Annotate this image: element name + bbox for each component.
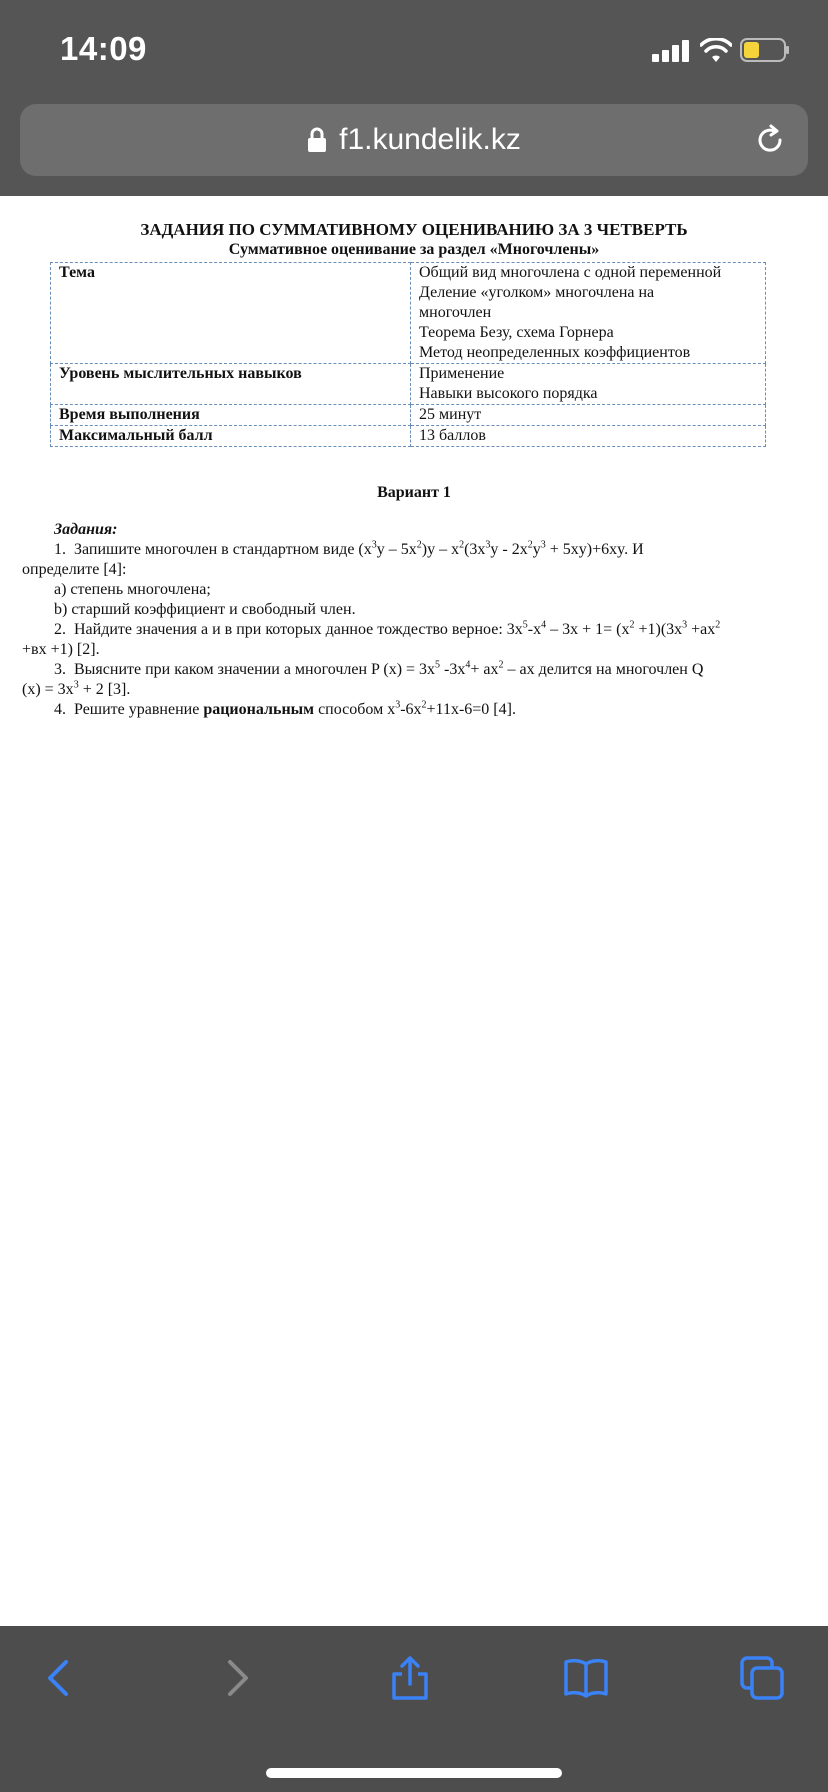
task-1-a: a) степень многочлена;	[54, 581, 211, 598]
table-value-line: Деление «уголком» многочлена на	[419, 284, 655, 301]
bookmarks-icon[interactable]	[562, 1654, 610, 1702]
signal-icon	[652, 40, 690, 62]
task-2: 2. Найдите значения а и в при которых данное тождество верное: $3x^5-x^4 - 3x + 1= (x^2 +1)(3x^3 +ax^2$	[54, 619, 721, 638]
status-time: 14:09	[60, 30, 147, 67]
lock-icon	[307, 127, 327, 153]
task-3: 3. Выясните при каком значении а многочлен P $(x) = 3x^5$ $-3x^4+ ax^2$ – ax делится на многочлен Q	[54, 659, 704, 678]
task-4: 4. Решите уравнение рациональным способом $x^3-6x^2+11x-6=0$ [4].	[54, 699, 516, 718]
battery-icon	[740, 38, 790, 62]
table-value-line: Метод неопределенных коэффициентов	[419, 344, 691, 361]
share-icon[interactable]	[386, 1654, 434, 1702]
table-value-line: Общий вид многочлена с одной переменной	[419, 264, 722, 281]
forward-icon[interactable]	[212, 1654, 260, 1702]
table-label: Максимальный балл	[51, 426, 411, 447]
document-subtitle: Суммативное оценивание за раздел «Многочлены»	[228, 241, 600, 258]
back-icon[interactable]	[36, 1654, 84, 1702]
info-table	[50, 262, 766, 447]
browser-chrome	[0, 0, 828, 196]
address-bar[interactable]	[20, 104, 808, 176]
table-value: 25 минут	[411, 405, 766, 426]
home-indicator	[266, 1768, 562, 1778]
table-value-line: многочлен	[419, 304, 492, 321]
tasks-section	[22, 520, 802, 720]
table-row	[51, 405, 766, 426]
variant-heading: Вариант 1	[377, 484, 451, 501]
table-value-line: Навыки высокого порядка	[419, 385, 598, 402]
wifi-icon	[700, 38, 732, 64]
table-value	[411, 263, 766, 364]
document-title: ЗАДАНИЯ ПО СУММАТИВНОМУ ОЦЕНИВАНИЮ ЗА 3 ЧЕТВЕРТЬ	[140, 220, 688, 239]
task-3-cont: $(x) = 3x^3 + 2$ [3].	[22, 679, 131, 698]
task-1-b: b) старший коэффициент и свободный член.	[54, 601, 356, 618]
table-row	[51, 263, 766, 364]
table-value: 13 баллов	[411, 426, 766, 447]
table-label: Уровень мыслительных навыков	[51, 364, 411, 405]
task-1: 1. Запишите многочлен в стандартном виде $(x^3y - 5x^2)y - x^2(3x^3y - 2x^2y^3 + 5xy)+6xy$. И	[54, 539, 644, 558]
table-label: Время выполнения	[51, 405, 411, 426]
tabs-icon[interactable]	[738, 1654, 786, 1702]
task-2-cont: +вx +1) [2].	[22, 641, 100, 658]
table-row	[51, 426, 766, 447]
table-label: Тема	[51, 263, 411, 364]
table-value	[411, 364, 766, 405]
task-1-cont: определите [4]:	[22, 561, 127, 578]
table-row	[51, 364, 766, 405]
url-text: f1.kundelik.kz	[339, 123, 521, 156]
document-page	[0, 196, 828, 1626]
tasks-header: Задания:	[54, 521, 118, 538]
reload-icon[interactable]	[752, 122, 788, 158]
table-value-line: Теорема Безу, схема Горнера	[419, 324, 614, 341]
table-value-line: Применение	[419, 365, 505, 382]
